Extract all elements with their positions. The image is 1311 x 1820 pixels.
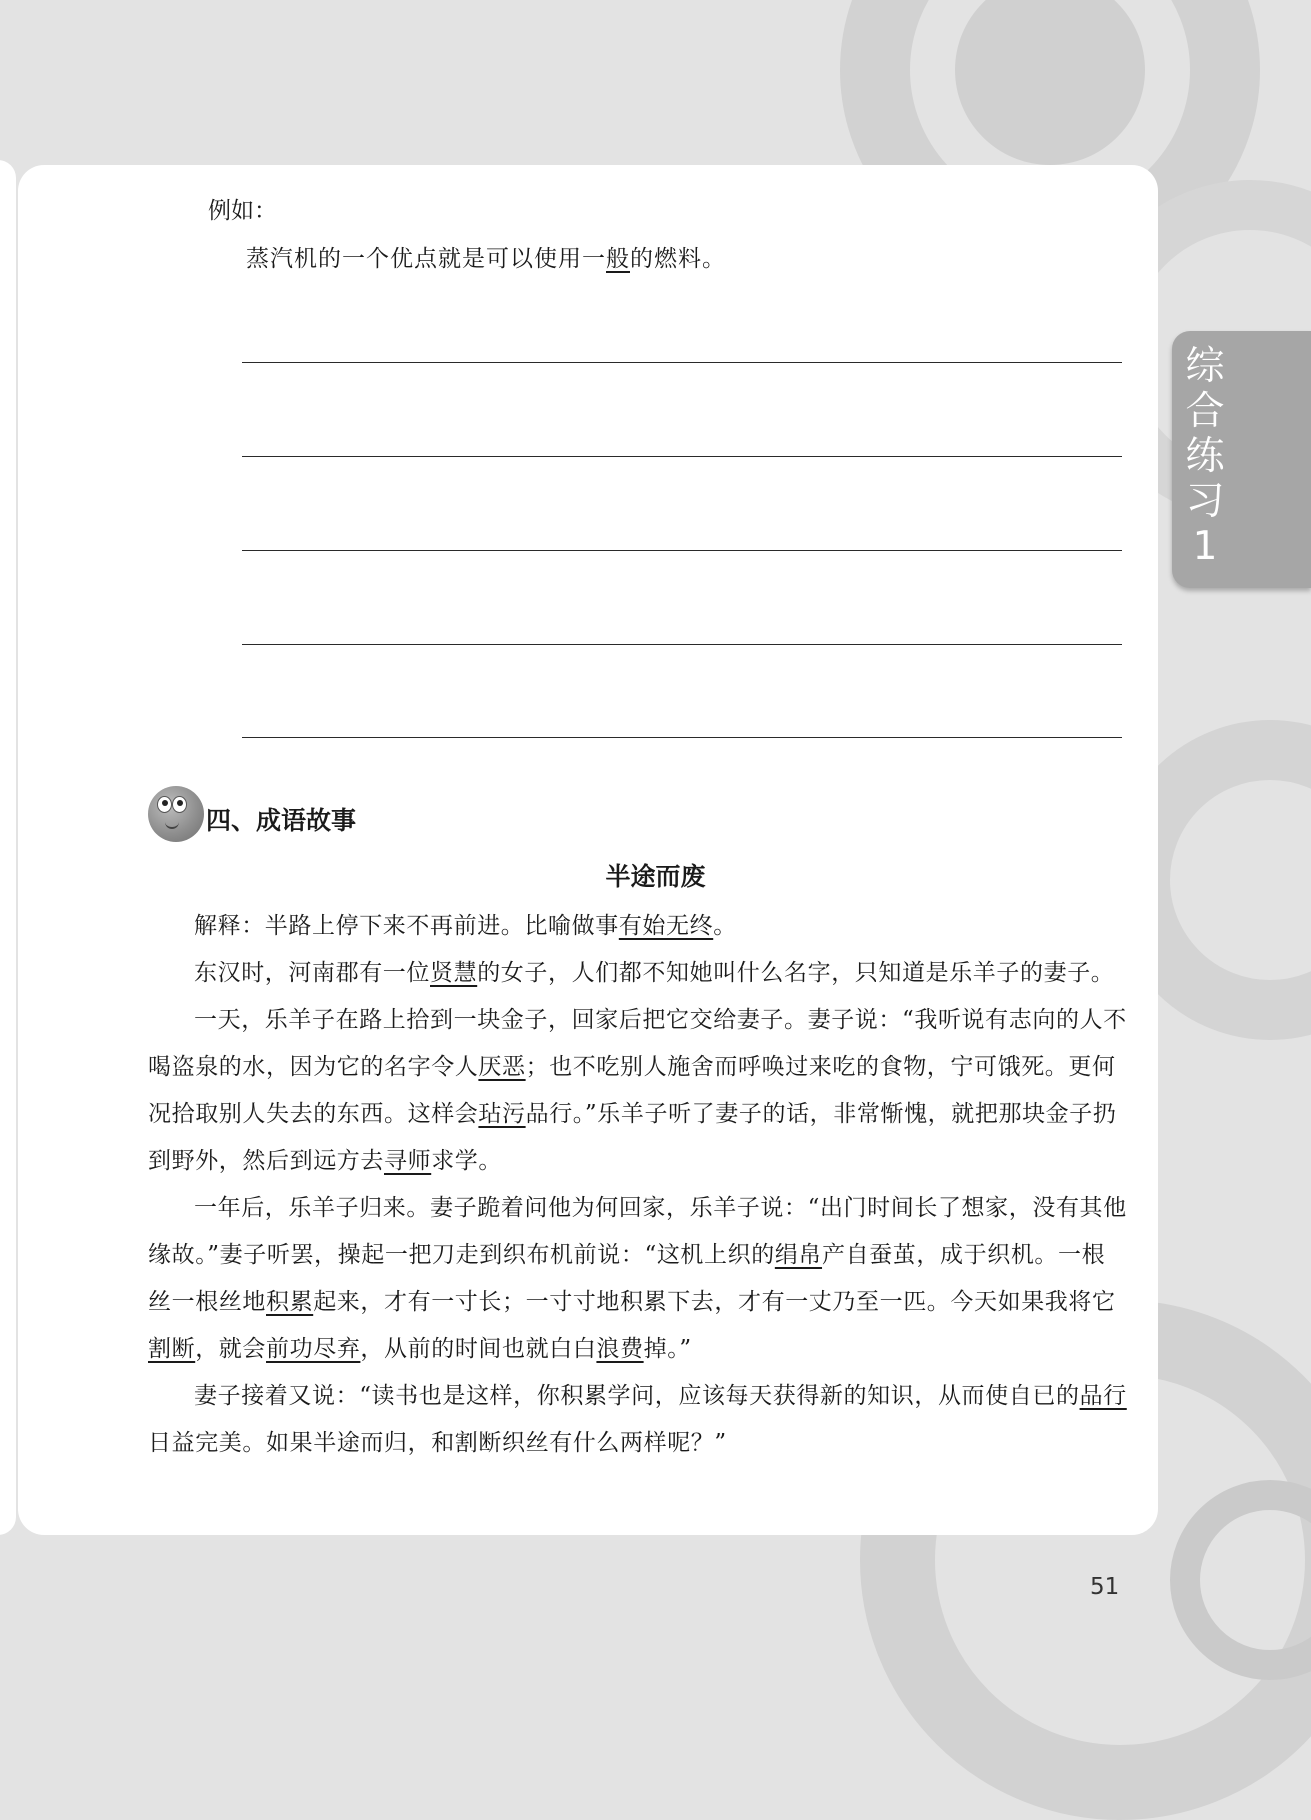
story-text: 一年后，乐羊子归来。妻子跪着问他为何回家，乐羊子说：“出门时间长了想家，没有其他缘故。”妻子听罢，操起一把刀走到织布机前说：“这机上织的 — [148, 1195, 1127, 1268]
section-heading: 四、成语故事 — [206, 806, 357, 835]
vocabulary-word: 玷污 — [478, 1101, 526, 1127]
story-text: 的女子，人们都不知她叫什么名字，只知道是乐羊子的妻子。 — [477, 960, 1115, 986]
story-paragraph — [148, 1373, 1128, 1467]
story-body — [148, 903, 1128, 1467]
example-sentence — [246, 240, 726, 273]
vocabulary-word: 割断 — [148, 1336, 196, 1362]
story-text: 起来，才有一寸长；一寸寸地积累下去，才有一丈乃至一匹。今天如果我将它 — [313, 1289, 1116, 1315]
example-text-end: 的燃料。 — [630, 246, 726, 272]
vocabulary-word: 绢帛 — [774, 1242, 823, 1268]
vocabulary-word: 贤慧 — [430, 960, 478, 986]
vocabulary-word: 有始无终 — [618, 913, 714, 939]
vocabulary-word: 品行 — [1079, 1383, 1127, 1409]
page-number: 51 — [1090, 1574, 1120, 1600]
previous-page-edge — [0, 160, 16, 1535]
chapter-tab-number: 1 — [1192, 524, 1218, 569]
story-text: 求学。 — [431, 1148, 503, 1174]
vocabulary-word: 前功尽弃 — [266, 1336, 361, 1362]
bg-circle-bottom-right-inner — [1170, 1480, 1311, 1680]
bg-circle-top-inner — [955, 0, 1145, 165]
story-text: 解释：半路上停下来不再前进。比喻做事 — [194, 913, 619, 939]
story-paragraph — [148, 903, 1128, 950]
writing-line[interactable] — [242, 550, 1122, 551]
writing-line[interactable] — [242, 737, 1122, 738]
example-text: 蒸汽机的一个优点就是可以使用一 — [246, 246, 606, 272]
story-text: 。 — [713, 913, 737, 939]
story-text: 妻子接着又说：“读书也是这样，你积累学问，应该每天获得新的知识，从而使自已的 — [194, 1383, 1080, 1409]
writing-line[interactable] — [242, 644, 1122, 645]
vocabulary-word: 寻师 — [384, 1148, 432, 1174]
vocabulary-word: 厌恶 — [478, 1054, 526, 1080]
story-text: ，就会 — [195, 1336, 267, 1362]
story-text: 一天，乐羊子在路上拾到一块金子，回家后把它交给妻子。妻子说：“我听说有志向的人不喝盗泉的水，因为它的名字令人 — [148, 1007, 1127, 1080]
chapter-tab-char: 合 — [1185, 389, 1225, 434]
writing-line[interactable] — [242, 456, 1122, 457]
story-paragraph — [148, 950, 1128, 997]
chapter-tab — [1172, 331, 1311, 588]
story-text: 品行。”乐羊子听了妻子的话，非常惭愧，就把那块金子扔到野外，然后到远方去 — [148, 1101, 1117, 1174]
story-text: 东汉时，河南郡有一位 — [194, 960, 430, 986]
story-title: 半途而废 — [605, 862, 706, 891]
story-paragraph — [148, 997, 1128, 1185]
vocabulary-word: 浪费 — [596, 1336, 644, 1362]
chapter-tab-char: 综 — [1185, 344, 1225, 389]
chapter-tab-text — [1172, 344, 1238, 569]
story-paragraph — [148, 1185, 1128, 1373]
story-text: 日益完美。如果半途而归，和割断织丝有什么两样呢？” — [148, 1430, 727, 1456]
story-text: 掉。” — [643, 1336, 692, 1362]
example-label: 例如： — [208, 198, 277, 224]
story-text: 产自蚕茧，成于织机。一根丝一根丝地 — [148, 1242, 1106, 1315]
smiley-icon — [148, 786, 204, 842]
writing-line[interactable] — [242, 362, 1122, 363]
story-text: ，从前的时间也就白白 — [360, 1336, 597, 1362]
vocabulary-word: 积累 — [266, 1289, 314, 1315]
example-keyword: 般 — [606, 246, 630, 272]
chapter-tab-char: 习 — [1185, 479, 1225, 524]
chapter-tab-char: 练 — [1185, 434, 1225, 479]
story-text: ；也不吃别人施舍而呼唤过来吃的食物，宁可饿死。更何况拾取别人失去的东西。这样会 — [148, 1054, 1116, 1127]
